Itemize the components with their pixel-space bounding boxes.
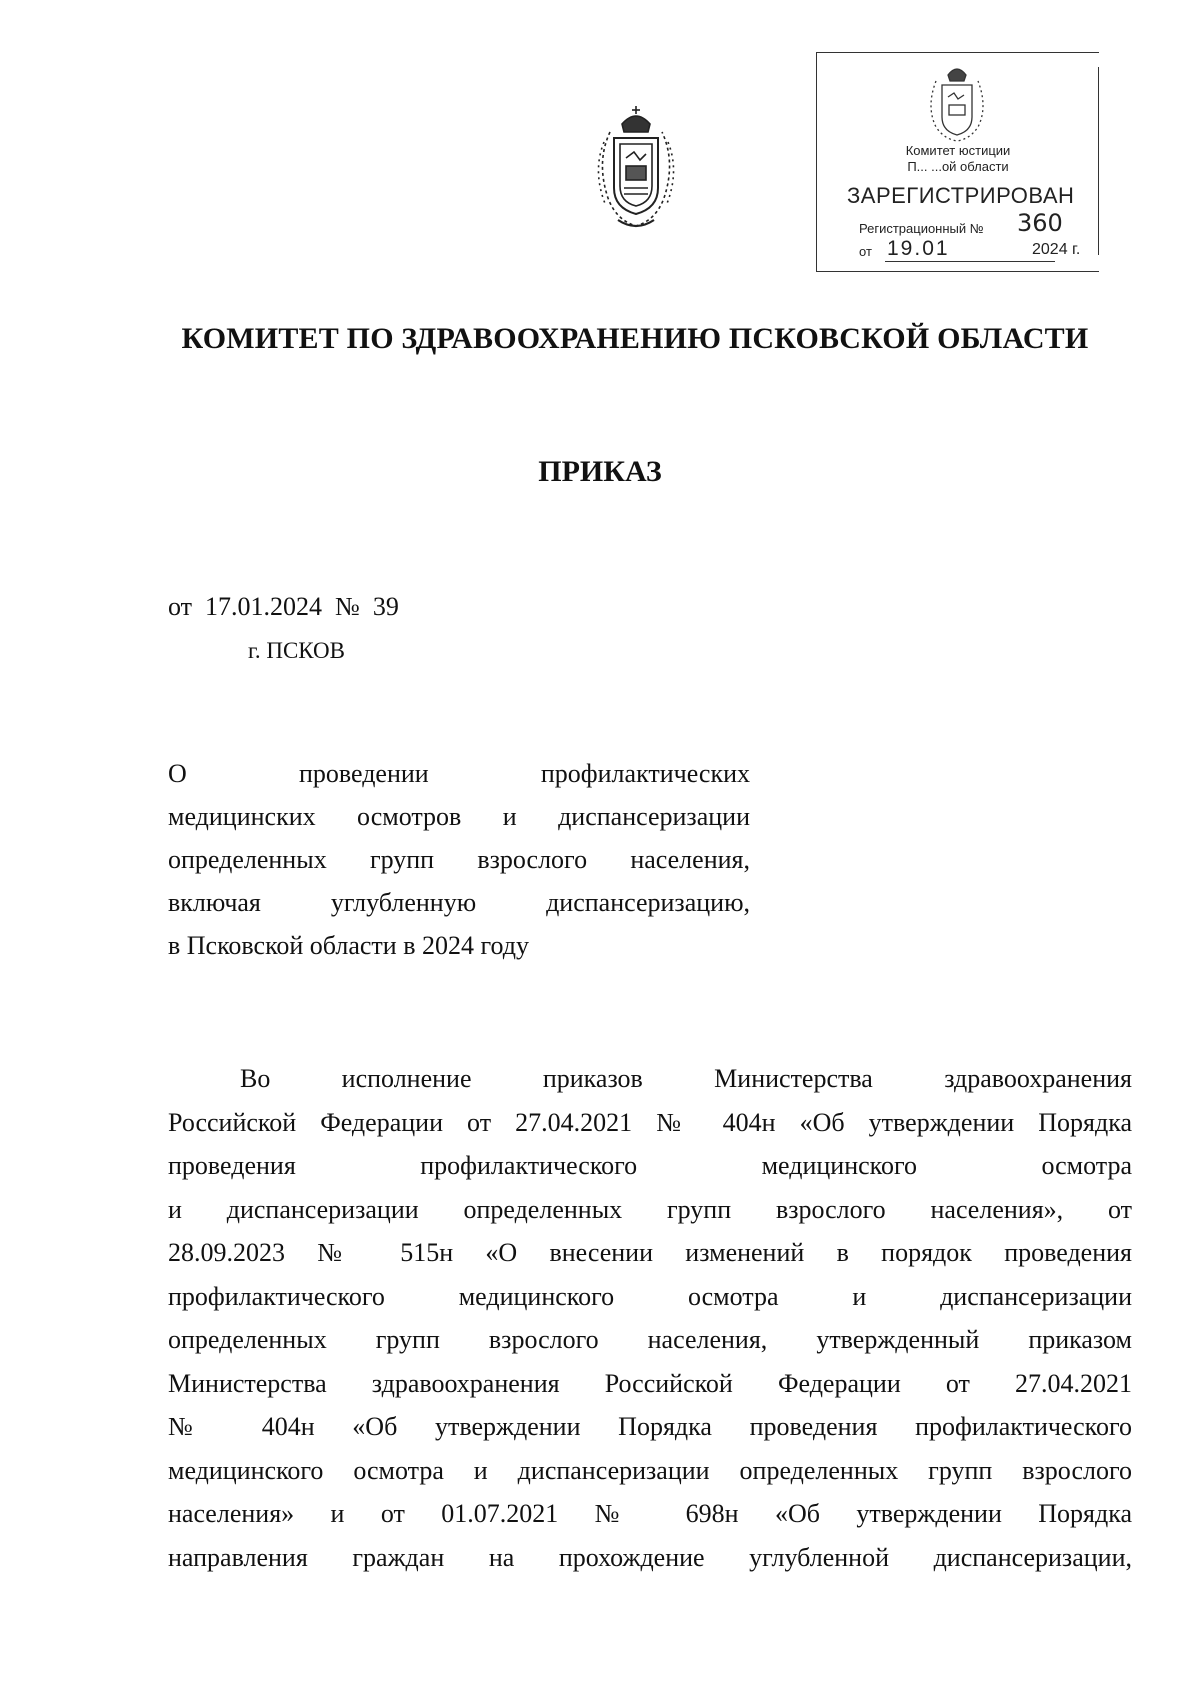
body-line: профилактического медицинского осмотра и диспансеризации — [168, 1281, 1132, 1311]
coat-of-arms-emblem — [588, 102, 684, 234]
stamp-organization-line-2: П... ...ой области — [907, 159, 1009, 174]
stamp-registered-status: ЗАРЕГИСТРИРОВАН — [847, 183, 1075, 208]
subject-line: медицинских осмотров и диспансеризации — [168, 802, 750, 831]
body-line: проведения профилактического медицинского осмотра — [168, 1151, 1132, 1180]
stamp-regno-label: Регистрационный № — [859, 221, 984, 236]
registration-stamp — [816, 52, 1099, 272]
body-line: и диспансеризации определенных групп взрослого населения», от — [168, 1194, 1132, 1224]
stamp-year-value: 2024 г. — [1032, 241, 1081, 258]
stamp-date-value: 19.01 — [887, 237, 950, 260]
body-line: медицинского осмотра и диспансеризации определенных групп взрослого — [168, 1455, 1132, 1485]
organization-heading: КОМИТЕТ ПО ЗДРАВООХРАНЕНИЮ ПСКОВСКОЙ ОБЛАСТИ — [181, 322, 1089, 355]
body-line: 28.09.2023 № 515н «О внесении изменений в порядок проведения — [168, 1238, 1132, 1267]
body-line: № 404н «Об утверждении Порядка проведения профилактического — [168, 1412, 1132, 1441]
body-line: направления граждан на прохождение углубленной диспансеризации, — [168, 1542, 1132, 1572]
order-subject — [168, 752, 750, 967]
stamp-regno-value: 360 — [1017, 209, 1063, 237]
body-line: Министерства здравоохранения Российской Федерации от 27.04.2021 — [168, 1368, 1132, 1398]
subject-line: О проведении профилактических — [168, 759, 750, 788]
stamp-organization-line-1: Комитет юстиции — [905, 143, 1011, 158]
order-city: г. ПСКОВ — [248, 638, 346, 663]
body-line: населения» и от 01.07.2021 № 698н «Об утверждении Порядка — [168, 1499, 1132, 1528]
body-line: Российской Федерации от 27.04.2021 № 404н «Об утверждении Порядка — [168, 1107, 1132, 1137]
stamp-date-underline — [885, 261, 1055, 262]
subject-line: в Псковской области в 2024 году — [168, 931, 529, 960]
stamp-coat-of-arms-icon — [922, 61, 992, 143]
subject-line: определенных групп взрослого населения, — [168, 845, 750, 874]
body-line: Во исполнение приказов Министерства здравоохранения — [240, 1064, 1132, 1093]
document-type-title: ПРИКАЗ — [538, 455, 662, 488]
subject-line: включая углубленную диспансеризацию, — [168, 888, 750, 917]
order-body-paragraph — [168, 1057, 1132, 1579]
stamp-date-prefix: от — [859, 244, 872, 259]
order-date-number: от 17.01.2024 № 39 — [168, 592, 399, 621]
body-line: определенных групп взрослого населения, утвержденный приказом — [168, 1325, 1132, 1354]
